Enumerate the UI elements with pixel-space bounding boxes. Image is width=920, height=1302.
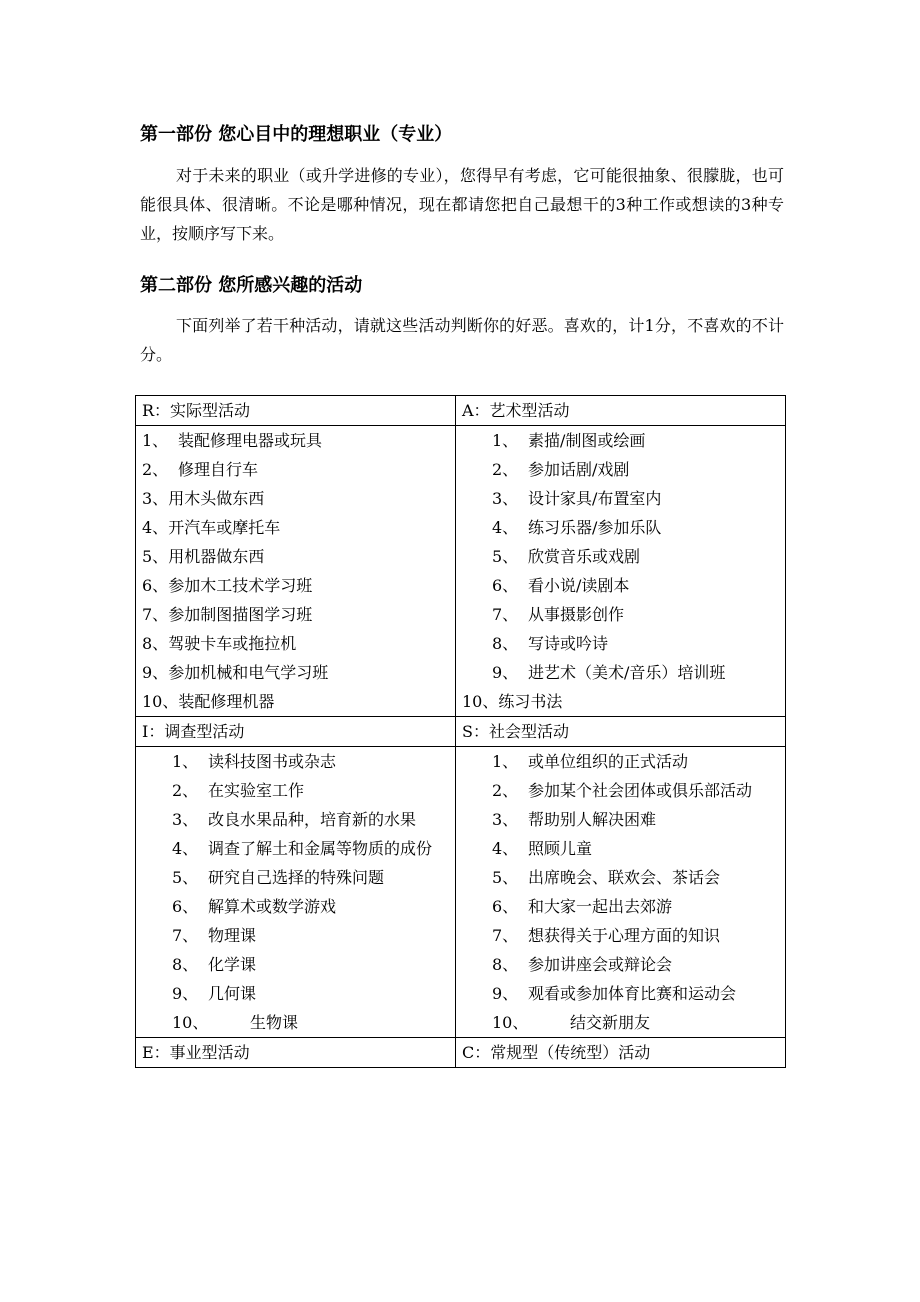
- item-number: 2、: [492, 460, 519, 479]
- item-text: 化学课: [208, 955, 257, 974]
- list-item: [142, 600, 449, 629]
- list-item: [462, 747, 779, 776]
- header-investigative: I：调查型活动: [136, 717, 456, 747]
- item-text: 设计家具/布置室内: [528, 489, 662, 508]
- list-realistic: [136, 426, 456, 717]
- item-text: 修理自行车: [178, 460, 259, 479]
- item-number: 5、: [172, 868, 199, 887]
- item-text: 装配修理机器: [178, 692, 275, 711]
- list-item: [462, 834, 779, 863]
- list-item: [462, 571, 779, 600]
- item-number: 6、: [142, 576, 169, 595]
- list-item: [462, 629, 779, 658]
- item-number: 10、: [172, 1013, 209, 1032]
- list-item: [462, 542, 779, 571]
- list-item: [462, 658, 779, 687]
- list-item: [142, 687, 449, 716]
- item-text: 参加制图描图学习班: [168, 605, 313, 624]
- item-text: 参加讲座会或辩论会: [528, 955, 673, 974]
- item-number: 10、: [462, 692, 499, 711]
- item-number: 1、: [492, 431, 519, 450]
- item-number: 4、: [172, 839, 199, 858]
- item-text: 开汽车或摩托车: [168, 518, 281, 537]
- item-number: 1、: [142, 431, 169, 450]
- part1-paragraph: 对于未来的职业（或升学进修的专业），您得早有考虑，它可能很抽象、很朦胧，也可能很具体、很清晰。不论是哪种情况，现在都请您把自己最想干的3种工作或想读的3种专业，按顺序写下来。: [140, 166, 784, 243]
- list-item: [142, 542, 449, 571]
- item-number: 6、: [172, 897, 199, 916]
- list-item: [142, 950, 449, 979]
- list-item: [462, 776, 779, 805]
- item-text: 研究自己选择的特殊问题: [208, 868, 385, 887]
- item-number: 5、: [492, 547, 519, 566]
- item-number: 9、: [492, 984, 519, 1003]
- item-number: 8、: [492, 955, 519, 974]
- header-social: S：社会型活动: [456, 717, 786, 747]
- item-number: 6、: [492, 576, 519, 595]
- item-number: 10、: [492, 1013, 529, 1032]
- list-item: [142, 426, 449, 455]
- item-text: 练习乐器/参加乐队: [528, 518, 662, 537]
- list-item: [462, 484, 779, 513]
- list-item: [142, 658, 449, 687]
- item-text: 用木头做东西: [168, 489, 265, 508]
- item-number: 8、: [142, 634, 169, 653]
- item-text: 观看或参加体育比赛和运动会: [528, 984, 737, 1003]
- list-item: [142, 747, 449, 776]
- item-text: 素描/制图或绘画: [528, 431, 646, 450]
- list-item: [462, 921, 779, 950]
- list-item: [142, 455, 449, 484]
- part2-heading: 第二部份 您所感兴趣的活动: [140, 275, 363, 296]
- item-number: 1、: [172, 752, 199, 771]
- item-text: 进艺术（美术/音乐）培训班: [528, 663, 726, 682]
- item-number: 2、: [172, 781, 199, 800]
- item-number: 3、: [492, 489, 519, 508]
- list-item: [462, 687, 779, 716]
- item-text: 出席晚会、联欢会、茶话会: [528, 868, 721, 887]
- item-text: 驾驶卡车或拖拉机: [168, 634, 297, 653]
- list-item: [142, 513, 449, 542]
- item-text: 装配修理电器或玩具: [178, 431, 323, 450]
- list-item: [142, 921, 449, 950]
- list-artistic: [456, 426, 786, 717]
- list-item: [142, 1008, 449, 1037]
- list-item: [142, 834, 449, 863]
- item-number: 7、: [142, 605, 169, 624]
- list-item: [142, 979, 449, 1008]
- item-number: 8、: [492, 634, 519, 653]
- item-number: 3、: [172, 810, 199, 829]
- item-text: 看小说/读剧本: [528, 576, 630, 595]
- item-text: 或单位组织的正式活动: [528, 752, 689, 771]
- item-text: 从事摄影创作: [528, 605, 625, 624]
- list-item: [462, 805, 779, 834]
- header-conventional: C：常规型（传统型）活动: [456, 1038, 786, 1068]
- list-item: [462, 426, 779, 455]
- item-text: 读科技图书或杂志: [208, 752, 337, 771]
- list-item: [462, 1008, 779, 1037]
- item-text: 调查了解土和金属等物质的成份: [208, 839, 433, 858]
- list-item: [142, 892, 449, 921]
- list-item: [462, 455, 779, 484]
- item-number: 7、: [492, 926, 519, 945]
- item-number: 5、: [142, 547, 169, 566]
- list-item: [142, 571, 449, 600]
- header-artistic: A：艺术型活动: [456, 396, 786, 426]
- list-item: [142, 805, 449, 834]
- item-text: 帮助别人解决困难: [528, 810, 657, 829]
- list-item: [142, 776, 449, 805]
- item-number: 4、: [142, 518, 169, 537]
- item-text: 参加某个社会团体或俱乐部活动: [528, 781, 753, 800]
- item-text: 改良水果品种，培育新的水果: [208, 810, 417, 829]
- item-number: 6、: [492, 897, 519, 916]
- list-investigative: [136, 747, 456, 1038]
- item-number: 2、: [142, 460, 169, 479]
- list-item: [142, 629, 449, 658]
- item-text: 写诗或吟诗: [528, 634, 609, 653]
- item-text: 用机器做东西: [168, 547, 265, 566]
- item-number: 9、: [142, 663, 169, 682]
- item-number: 4、: [492, 839, 519, 858]
- item-number: 8、: [172, 955, 199, 974]
- item-number: 3、: [142, 489, 169, 508]
- activity-table: [135, 395, 786, 1068]
- item-text: 参加机械和电气学习班: [168, 663, 329, 682]
- item-text: 结交新朋友: [570, 1013, 651, 1032]
- list-item: [142, 484, 449, 513]
- item-text: 在实验室工作: [208, 781, 305, 800]
- item-number: 3、: [492, 810, 519, 829]
- list-item: [462, 892, 779, 921]
- list-item: [462, 600, 779, 629]
- list-item: [142, 863, 449, 892]
- list-item: [462, 863, 779, 892]
- item-text: 欣赏音乐或戏剧: [528, 547, 641, 566]
- item-number: 5、: [492, 868, 519, 887]
- list-social: [456, 747, 786, 1038]
- list-item: [462, 979, 779, 1008]
- item-text: 几何课: [208, 984, 257, 1003]
- part1-heading: 第一部份 您心目中的理想职业（专业）: [140, 124, 453, 145]
- item-number: 4、: [492, 518, 519, 537]
- item-text: 练习书法: [498, 692, 563, 711]
- list-item: [462, 950, 779, 979]
- item-text: 和大家一起出去郊游: [528, 897, 673, 916]
- item-number: 1、: [492, 752, 519, 771]
- list-item: [462, 513, 779, 542]
- item-number: 10、: [142, 692, 179, 711]
- item-text: 照顾儿童: [528, 839, 593, 858]
- item-text: 生物课: [250, 1013, 299, 1032]
- item-number: 9、: [172, 984, 199, 1003]
- item-text: 想获得关于心理方面的知识: [528, 926, 721, 945]
- header-realistic: R：实际型活动: [136, 396, 456, 426]
- item-number: 2、: [492, 781, 519, 800]
- item-text: 物理课: [208, 926, 257, 945]
- item-text: 解算术或数学游戏: [208, 897, 337, 916]
- item-number: 7、: [172, 926, 199, 945]
- part2-paragraph: 下面列举了若干种活动，请就这些活动判断你的好恶。喜欢的，计1分，不喜欢的不计分。: [140, 316, 784, 364]
- header-enterprising: E：事业型活动: [136, 1038, 456, 1068]
- item-number: 7、: [492, 605, 519, 624]
- item-text: 参加木工技术学习班: [168, 576, 313, 595]
- item-number: 9、: [492, 663, 519, 682]
- item-text: 参加话剧/戏剧: [528, 460, 630, 479]
